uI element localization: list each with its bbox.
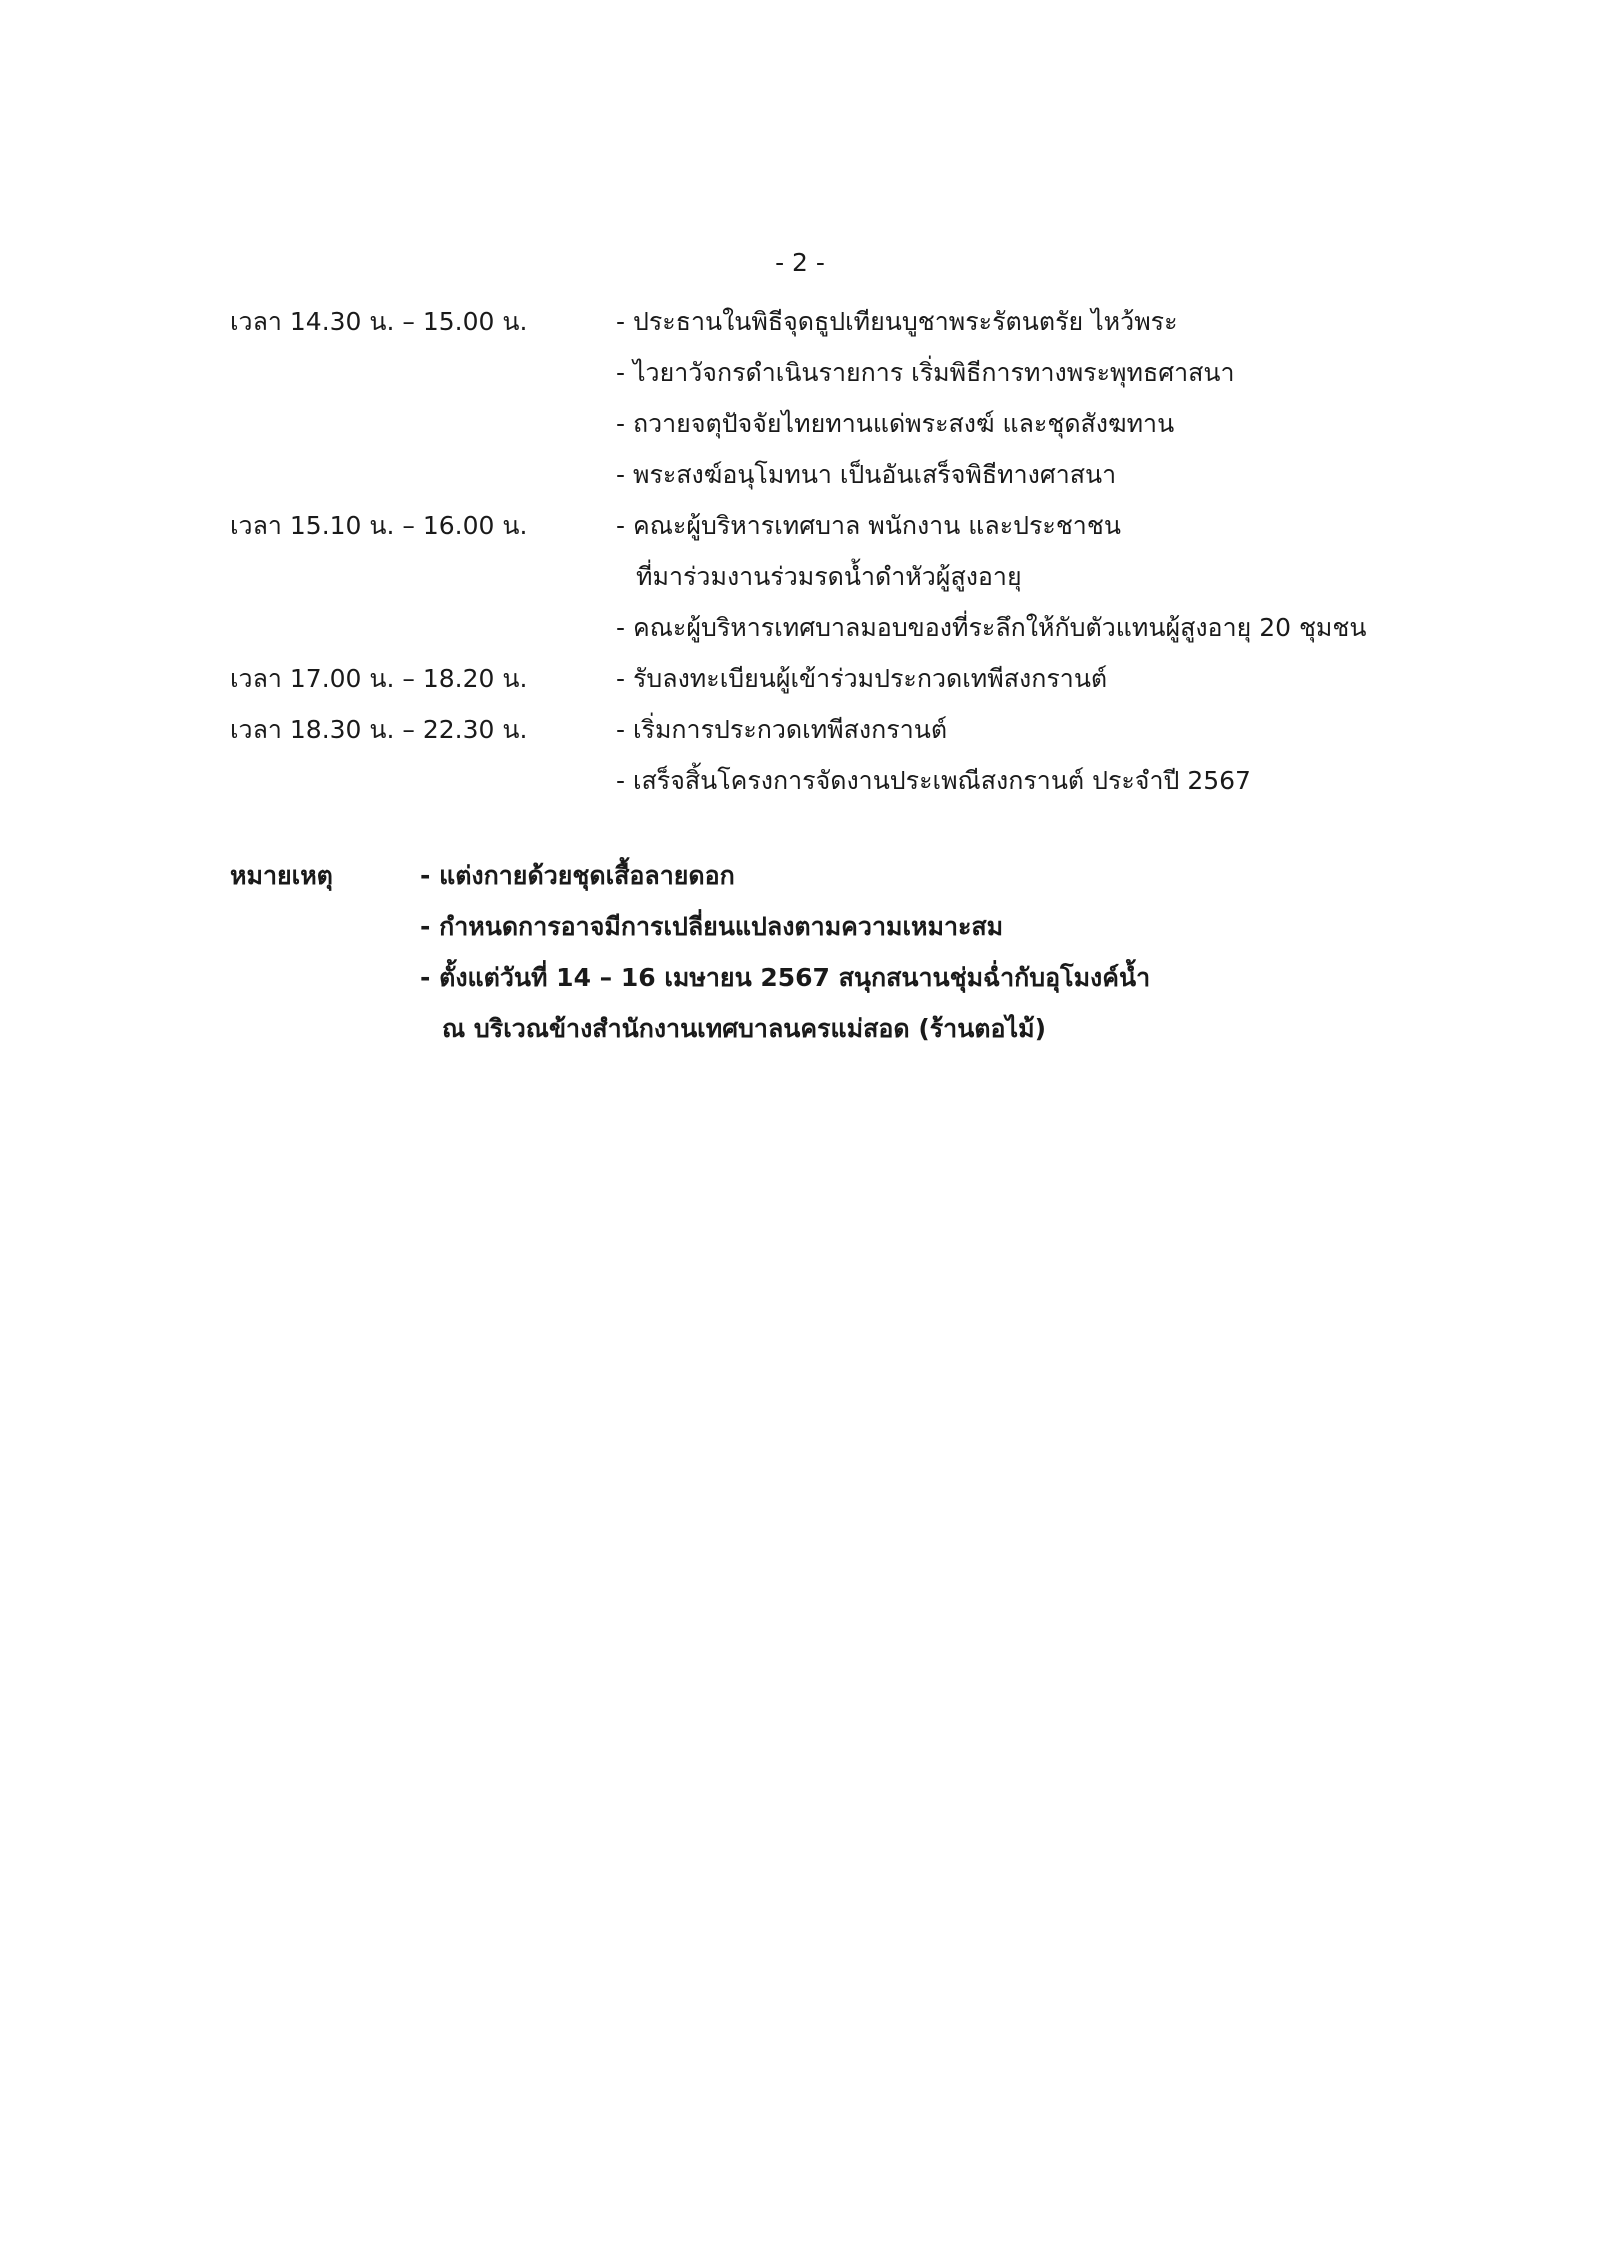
schedule-time: เวลา 14.30 น. – 15.00 น.: [230, 307, 528, 336]
schedule-activity: - คณะผู้บริหารเทศบาล พนักงาน และประชาชน: [616, 511, 1121, 540]
remark-item: - แต่งกายด้วยชุดเสื้อลายดอก: [420, 861, 735, 890]
remarks-section: [230, 850, 1430, 1054]
schedule-entry: [230, 296, 1430, 500]
page-number: - 2 -: [775, 248, 825, 277]
remark-item: - ตั้งแต่วันที่ 14 – 16 เมษายน 2567 สนุกสนานชุ่มฉ่ำกับอุโมงค์น้ำ: [420, 963, 1151, 992]
schedule-activity: - เริ่มการประกวดเทพีสงกรานต์: [616, 715, 948, 744]
schedule-entry: [230, 704, 1430, 806]
schedule-activity: - ประธานในพิธีจุดธูปเทียนบูชาพระรัตนตรัย ไหว้พระ: [616, 307, 1178, 336]
schedule-activity: - ถวายจตุปัจจัยไทยทานแด่พระสงฆ์ และชุดสังฆทาน: [616, 409, 1175, 438]
remarks-label: หมายเหตุ: [230, 861, 333, 890]
schedule-entry: [230, 653, 1430, 704]
schedule-activity-continuation: ที่มาร่วมงานร่วมรดน้ำดำหัวผู้สูงอายุ: [636, 562, 1022, 591]
schedule-activity: - เสร็จสิ้นโครงการจัดงานประเพณีสงกรานต์ ประจำปี 2567: [616, 766, 1251, 795]
schedule-entry: [230, 500, 1430, 653]
remark-item-continuation: ณ บริเวณข้างสำนักงานเทศบาลนครแม่สอด (ร้านตอไม้): [442, 1014, 1047, 1043]
schedule-activities: [616, 653, 1430, 704]
schedule-activities: [616, 704, 1430, 806]
schedule-activity: - รับลงทะเบียนผู้เข้าร่วมประกวดเทพีสงกรานต์: [616, 664, 1108, 693]
schedule-activity: - คณะผู้บริหารเทศบาลมอบของที่ระลึกให้กับตัวแทนผู้สูงอายุ 20 ชุมชน: [616, 613, 1367, 642]
schedule-activity: - พระสงฆ์อนุโมทนา เป็นอันเสร็จพิธีทางศาสนา: [616, 460, 1117, 489]
schedule-list: [230, 296, 1430, 806]
schedule-time: เวลา 18.30 น. – 22.30 น.: [230, 715, 528, 744]
schedule-activities: [616, 296, 1430, 500]
schedule-activity: - ไวยาวัจกรดำเนินรายการ เริ่มพิธีการทางพระพุทธศาสนา: [616, 358, 1235, 387]
remarks-list: [420, 850, 1430, 1054]
schedule-time: เวลา 15.10 น. – 16.00 น.: [230, 511, 528, 540]
remark-item: - กำหนดการอาจมีการเปลี่ยนแปลงตามความเหมาะสม: [420, 912, 1004, 941]
schedule-time: เวลา 17.00 น. – 18.20 น.: [230, 664, 528, 693]
schedule-activities: [616, 500, 1430, 653]
